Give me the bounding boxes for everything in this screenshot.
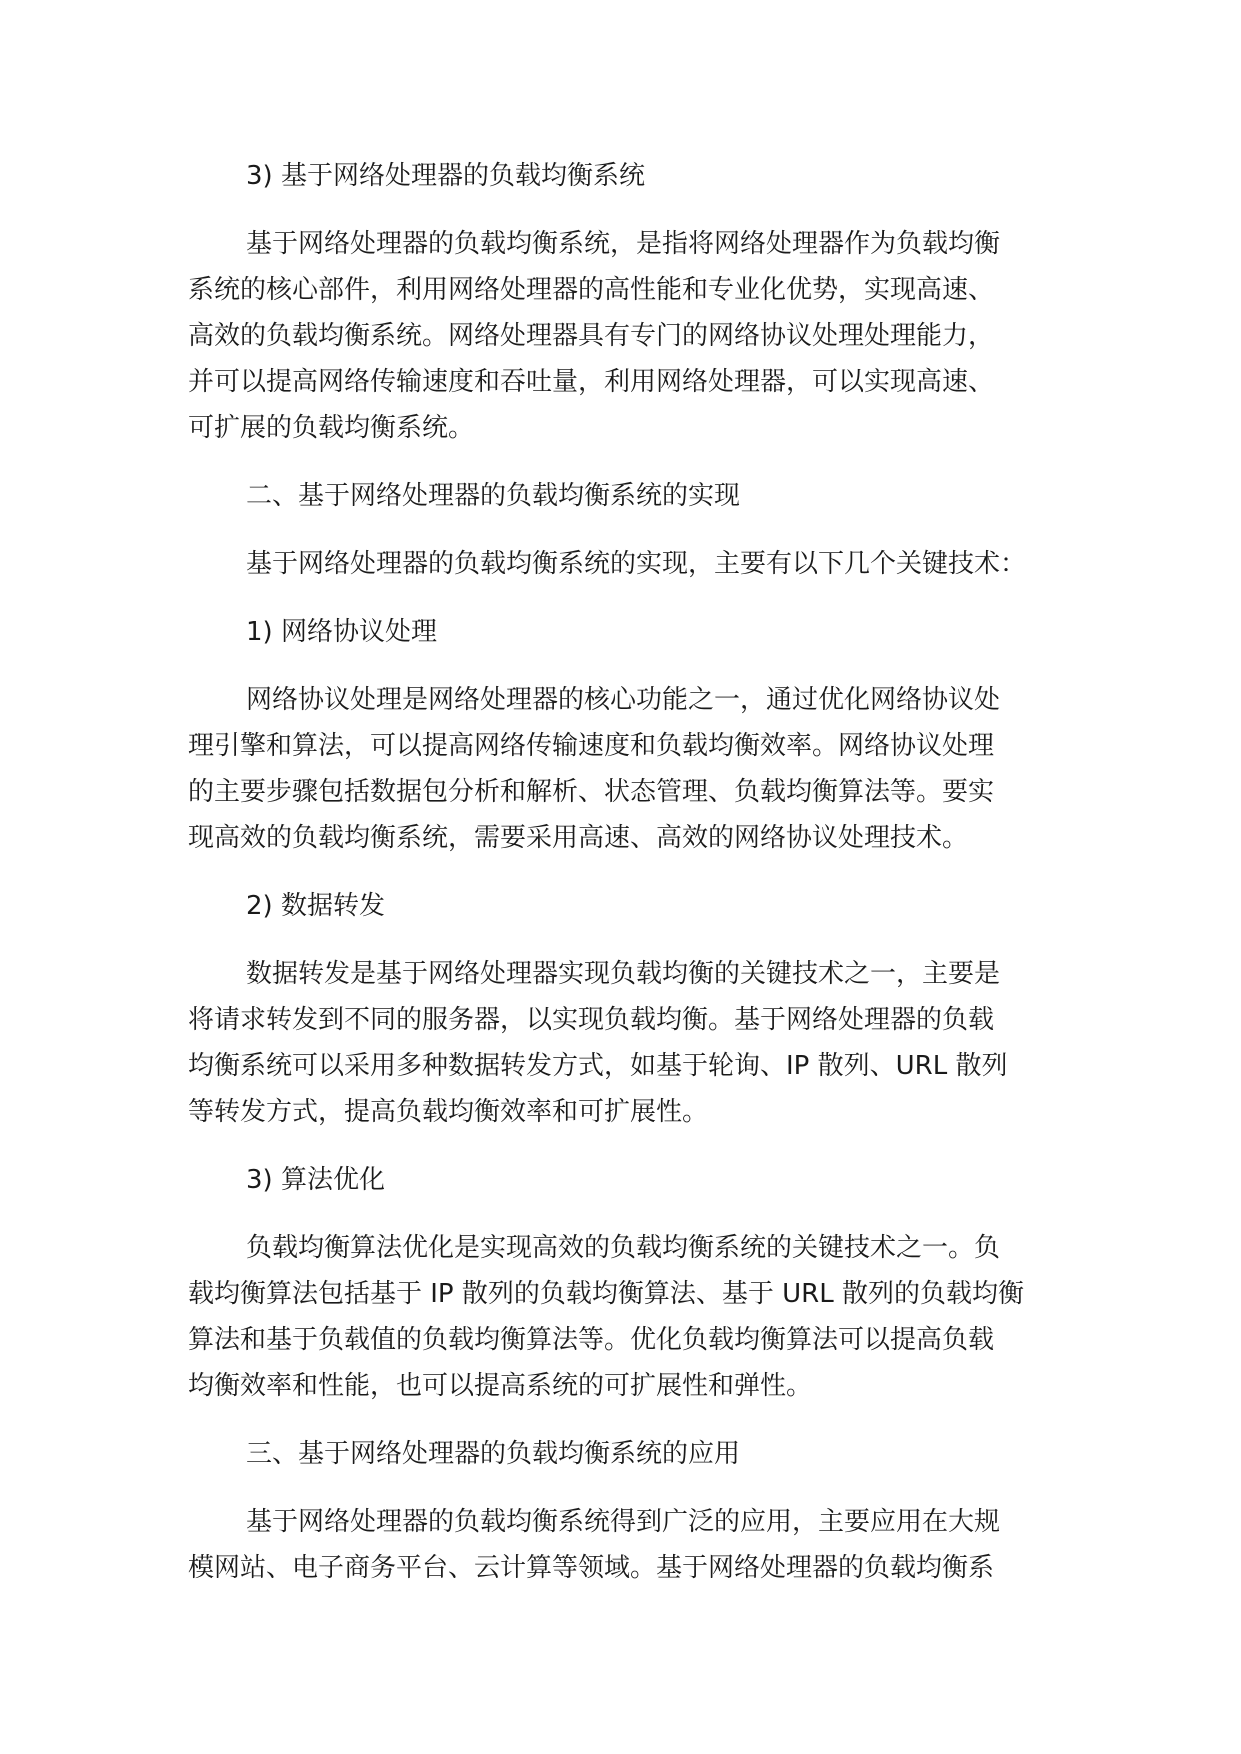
section-heading: 1) 网络协议处理 [246,617,437,647]
paragraph-line: 并可以提高网络传输速度和吞吐量，利用网络处理器，可以实现高速、 [188,367,995,397]
paragraph-line: 算法和基于负载值的负载均衡算法等。优化负载均衡算法可以提高负载 [188,1325,995,1355]
paragraph-line: 等转发方式，提高负载均衡效率和可扩展性。 [188,1097,709,1127]
paragraph-line: 将请求转发到不同的服务器，以实现负载均衡。基于网络处理器的负载 [188,1005,995,1035]
paragraph-line: 的主要步骤包括数据包分析和解析、状态管理、负载均衡算法等。要实 [188,777,995,807]
body-paragraph [188,677,1078,861]
paragraph-line: 数据转发是基于网络处理器实现负载均衡的关键技术之一，主要是 [246,959,1001,989]
paragraph-line: 基于网络处理器的负载均衡系统的实现，主要有以下几个关键技术： [246,549,1027,579]
body-paragraph [188,951,1078,1135]
section-heading: 2) 数据转发 [246,891,385,921]
document-body [188,153,1078,1613]
section-heading: 3) 算法优化 [246,1165,385,1195]
paragraph-line: 均衡效率和性能，也可以提高系统的可扩展性和弹性。 [188,1371,813,1401]
body-paragraph [188,1499,1078,1591]
body-paragraph [188,221,1078,451]
paragraph-line: 均衡系统可以采用多种数据转发方式，如基于轮询、IP 散列、URL 散列 [188,1051,1008,1081]
body-paragraph [188,541,1078,587]
paragraph-line: 模网站、电子商务平台、云计算等领域。基于网络处理器的负载均衡系 [188,1553,995,1583]
section-heading: 二、基于网络处理器的负载均衡系统的实现 [246,481,741,511]
paragraph-line: 负载均衡算法优化是实现高效的负载均衡系统的关键技术之一。负 [246,1233,1001,1263]
paragraph-line: 基于网络处理器的负载均衡系统得到广泛的应用，主要应用在大规 [246,1507,1001,1537]
paragraph-line: 系统的核心部件，利用网络处理器的高性能和专业化优势，实现高速、 [188,275,995,305]
paragraph-line: 理引擎和算法，可以提高网络传输速度和负载均衡效率。网络协议处理 [188,731,995,761]
paragraph-line: 高效的负载均衡系统。网络处理器具有专门的网络协议处理处理能力， [188,321,995,351]
paragraph-line: 可扩展的负载均衡系统。 [188,413,475,443]
paragraph-line: 基于网络处理器的负载均衡系统，是指将网络处理器作为负载均衡 [246,229,1001,259]
section-heading: 3) 基于网络处理器的负载均衡系统 [246,161,645,191]
paragraph-line: 网络协议处理是网络处理器的核心功能之一，通过优化网络协议处 [246,685,1001,715]
paragraph-line: 载均衡算法包括基于 IP 散列的负载均衡算法、基于 URL 散列的负载均衡 [188,1279,1024,1309]
section-heading: 三、基于网络处理器的负载均衡系统的应用 [246,1439,741,1469]
paragraph-line: 现高效的负载均衡系统，需要采用高速、高效的网络协议处理技术。 [188,823,969,853]
body-paragraph [188,1225,1078,1409]
